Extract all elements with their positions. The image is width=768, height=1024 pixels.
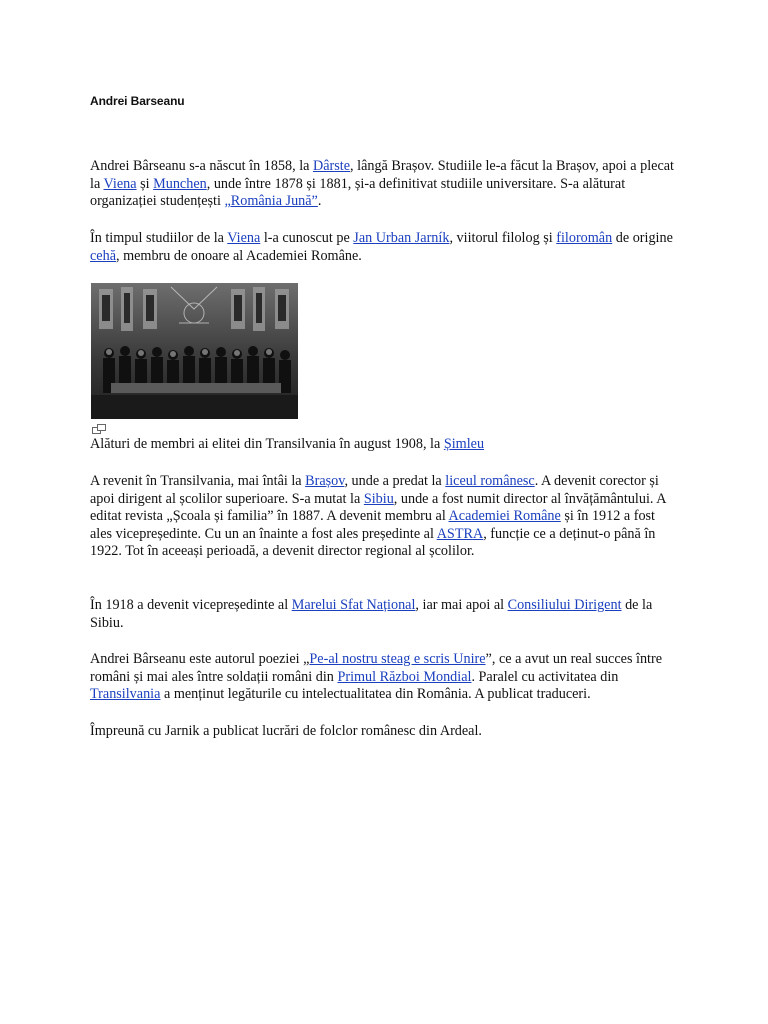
link-marelui-sfat-national[interactable]: Marelui Sfat Național [291,597,416,613]
text: În timpul studiilor de la [90,230,228,246]
text: , unde a predat la [344,473,446,489]
link-viena[interactable]: Viena [103,175,137,192]
text: de la Sibiu. [90,597,653,631]
text: și în 1912 a fost ales vicepreședinte. Cu un an înainte a fost ales președinte al [90,508,655,542]
link-jan-urban-jarnik[interactable]: Jan Urban Jarník [353,230,450,246]
link-brasov[interactable]: Brașov [305,473,345,489]
image-caption [90,436,680,454]
link-sibiu[interactable]: Sibiu [363,490,394,507]
text: . Paralel cu activitatea din [471,668,619,685]
paragraph-studies [90,230,680,265]
enlarge-icon[interactable] [92,424,106,434]
text: În 1918 a devenit vicepreședinte al [90,597,292,613]
link-liceul-romanesc[interactable]: liceul românesc [445,473,535,489]
text: l-a cunoscut pe [260,230,354,246]
link-munchen[interactable]: Munchen [153,175,207,192]
link-consiliului-dirigent[interactable]: Consiliului Dirigent [507,597,622,613]
text: , membru de onoare al Academiei Române. [116,247,362,264]
link-transilvania[interactable]: Transilvania [90,686,161,702]
text: ”, ce a avut un real succes între români și mai ales între soldații români din [90,651,663,685]
text: Alături de membri ai elitei din Transilvania în august 1908, la [90,436,444,452]
text: , unde între 1878 și 1881, și-a definitivat studiile universitare. S-a alăturat organizației studențești [90,175,626,209]
text: . A devenit corector și apoi dirigent al școlilor superioare. S-a mutat la [90,473,659,507]
text: a menținut legăturile cu intelectualitatea din România. A publicat traduceri. [160,686,591,702]
paragraph-poem [90,651,680,704]
link-astra[interactable]: ASTRA [436,525,484,542]
link-romania-juna[interactable]: „România Jună” [224,193,318,209]
paragraph-folklore [90,723,680,741]
text: și [136,175,154,192]
text: , unde a fost numit director al învățământului. A editat revista „Școala și familia” în 1887. A devenit membru al [90,490,666,524]
text: de origine [612,230,673,246]
paragraph-1918 [90,597,680,632]
link-filoroman[interactable]: filoromân [556,230,613,246]
text: Andrei Bârseanu s-a născut în 1858, la [90,158,313,174]
link-poem-title[interactable]: Pe-al nostru steag e scris Unire [309,651,486,667]
text: , viitorul filolog și [449,230,557,246]
document-title: Andrei Barseanu [90,94,185,108]
link-primul-razboi-mondial[interactable]: Primul Război Mondial [337,668,472,685]
text: , lângă Brașov. Studiile le-a făcut la Brașov, apoi a plecat la [90,158,674,192]
link-academiei-romane[interactable]: Academiei Române [448,508,561,524]
text: Andrei Bârseanu este autorul poeziei „ [90,651,310,667]
text: , iar mai apoi al [415,597,508,613]
text: , funcție ce a deținut-o până în 1922. Tot în aceeași perioadă, a devenit director regional al școlilor. [90,525,656,559]
link-darste[interactable]: Dârste [313,158,351,174]
link-viena[interactable]: Viena [227,230,261,246]
group-photo[interactable] [91,283,298,419]
text: Împreună cu Jarnik a publicat lucrări de folclor românesc din Ardeal. [90,723,482,739]
text: A revenit în Transilvania, mai întâi la [90,473,306,489]
paragraph-birth [90,158,680,211]
link-ceha[interactable]: cehă [90,247,116,264]
link-simleu[interactable]: Șimleu [443,436,485,452]
text: . [317,193,322,209]
group-photo-image [91,283,298,419]
paragraph-career [90,473,680,561]
